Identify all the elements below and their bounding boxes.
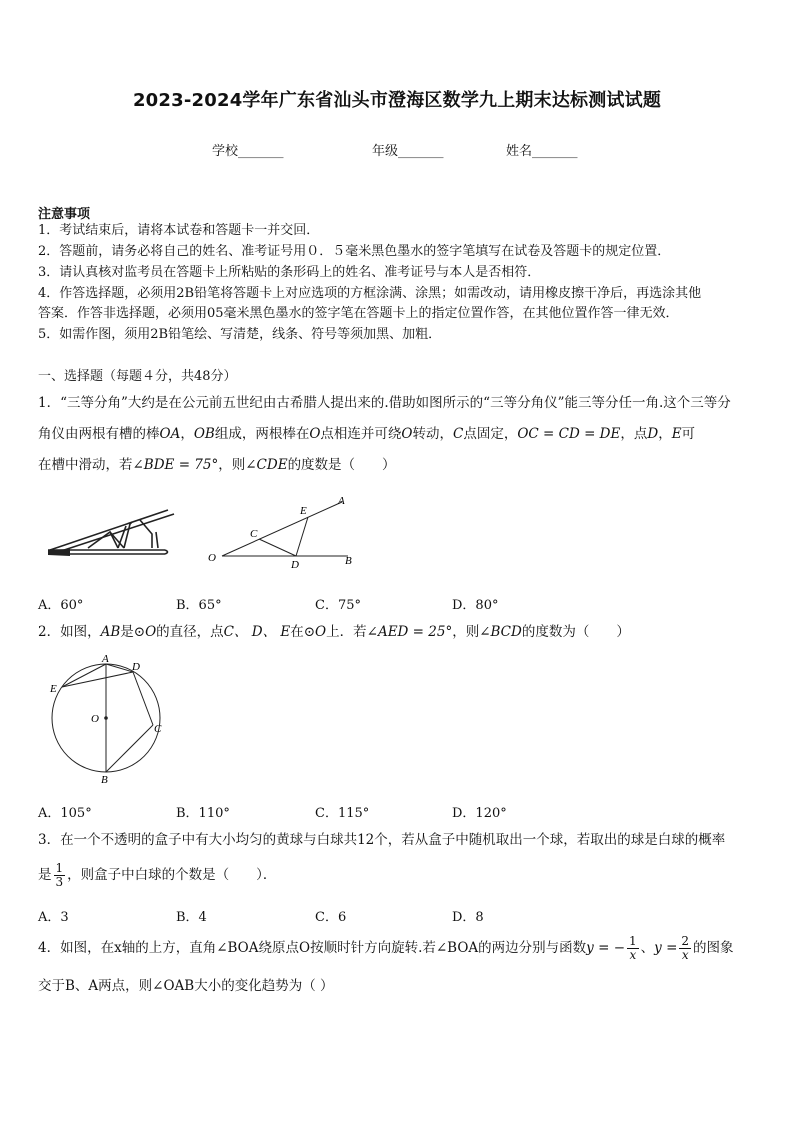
notice-item: 5．如需作图，须用2B铅笔绘、写清楚，线条、符号等须加黑、加粗． bbox=[38, 327, 442, 342]
q1-geometry-figure bbox=[200, 490, 370, 572]
label-C: C bbox=[250, 528, 258, 540]
fraction-one-third: $\frac{1}{3}$ bbox=[55, 861, 64, 889]
trisector-device-image bbox=[40, 500, 180, 570]
q1-option-c[interactable]: C．75° bbox=[315, 598, 361, 613]
fraction-1-over-x: $\frac{1}{x}$ bbox=[629, 934, 637, 962]
label-O: O bbox=[91, 713, 99, 725]
label-A: A bbox=[338, 495, 345, 507]
page-title: 2023-2024学年广东省汕头市澄海区数学九上期末达标测试试题 bbox=[132, 90, 662, 111]
label-D: D bbox=[132, 661, 140, 673]
grade-field: 年级_______ bbox=[372, 144, 444, 159]
q2-option-b[interactable]: B．110° bbox=[176, 806, 230, 821]
notice-item: 3．请认真核对监考员在答题卡上所粘贴的条形码上的姓名、准考证号与本人是否相符． bbox=[38, 265, 541, 280]
q3-option-d[interactable]: D．8 bbox=[452, 910, 484, 925]
label-D: D bbox=[291, 559, 299, 571]
label-B: B bbox=[101, 774, 108, 785]
question-1-line-3: 在槽中滑动，若∠BDE = 75°，则∠CDE的度数是（ ） bbox=[38, 457, 396, 473]
label-C: C bbox=[154, 723, 162, 735]
label-B: B bbox=[345, 555, 352, 567]
q2-circle-figure bbox=[40, 650, 180, 785]
label-E: E bbox=[300, 505, 307, 517]
notice-item: 1．考试结束后，请将本试卷和答题卡一并交回． bbox=[38, 223, 320, 238]
school-field: 学校_______ bbox=[212, 144, 284, 159]
q3-option-a[interactable]: A．3 bbox=[38, 910, 69, 925]
q1-option-b[interactable]: B．65° bbox=[176, 598, 222, 613]
question-4-line-2: 交于B、A两点，则∠OAB大小的变化趋势为（ ） bbox=[38, 978, 334, 994]
notice-item: 2．答题前，请务必将自己的姓名、准考证号用０．５毫米黑色墨水的签字笔填写在试卷及答题卡的规定位置． bbox=[38, 244, 671, 259]
question-2-line-1: 2．如图，AB是⊙O的直径，点C、 D、 E在⊙O上．若∠AED = 25°，则∠BCD的度数为（ ） bbox=[38, 624, 630, 640]
q1-option-a[interactable]: A．60° bbox=[38, 598, 84, 613]
question-1-line-2: 角仪由两根有槽的棒OA，OB组成，两根棒在O点相连并可绕O转动，C点固定，OC = CD = DE，点D，E可 bbox=[38, 426, 696, 442]
name-field: 姓名_______ bbox=[506, 144, 578, 159]
q2-option-d[interactable]: D．120° bbox=[452, 806, 507, 821]
q2-option-c[interactable]: C．115° bbox=[315, 806, 370, 821]
q2-option-a[interactable]: A．105° bbox=[38, 806, 92, 821]
notice-item: 答案．作答非选择题，必须用05毫米黑色墨水的签字笔在答题卡上的指定位置作答，在其他位置作答一律无效． bbox=[38, 306, 679, 321]
question-3-line-1: 3．在一个不透明的盒子中有大小均匀的黄球与白球共12个，若从盒子中随机取出一个球，若取出的球是白球的概率 bbox=[38, 832, 726, 848]
label-A: A bbox=[102, 653, 109, 665]
fraction-2-over-x: $\frac{2}{x}$ bbox=[681, 934, 690, 962]
question-1-line-1: 1．“三等分角”大约是在公元前五世纪由古希腊人提出来的.借助如图所示的“三等分角仪”能三等分任一角.这个三等分 bbox=[38, 395, 731, 411]
question-3-line-2: 是 $\frac{1}{3}$ ，则盒子中白球的个数是（ ）． bbox=[38, 861, 277, 889]
notice-item: 4．作答选择题，必须用2B铅笔将答题卡上对应选项的方框涂满、涂黑；如需改动，请用橡皮擦干净后，再选涂其他 bbox=[38, 286, 702, 301]
question-4-line-1: 4．如图，在x轴的上方，直角∠BOA绕原点O按顺时针方向旋转.若∠BOA的两边分别与函数y = − $\frac{1}{x}$ 、y = $\frac{2}{x}$ 的图象 bbox=[38, 934, 734, 962]
notice-heading: 注意事项 bbox=[38, 207, 91, 222]
section-heading: 一、选择题（每题４分，共48分） bbox=[38, 369, 237, 384]
q1-option-d[interactable]: D．80° bbox=[452, 598, 499, 613]
q3-option-b[interactable]: B．4 bbox=[176, 910, 207, 925]
label-E: E bbox=[50, 683, 57, 695]
q3-option-c[interactable]: C．6 bbox=[315, 910, 347, 925]
label-O: O bbox=[208, 552, 216, 564]
